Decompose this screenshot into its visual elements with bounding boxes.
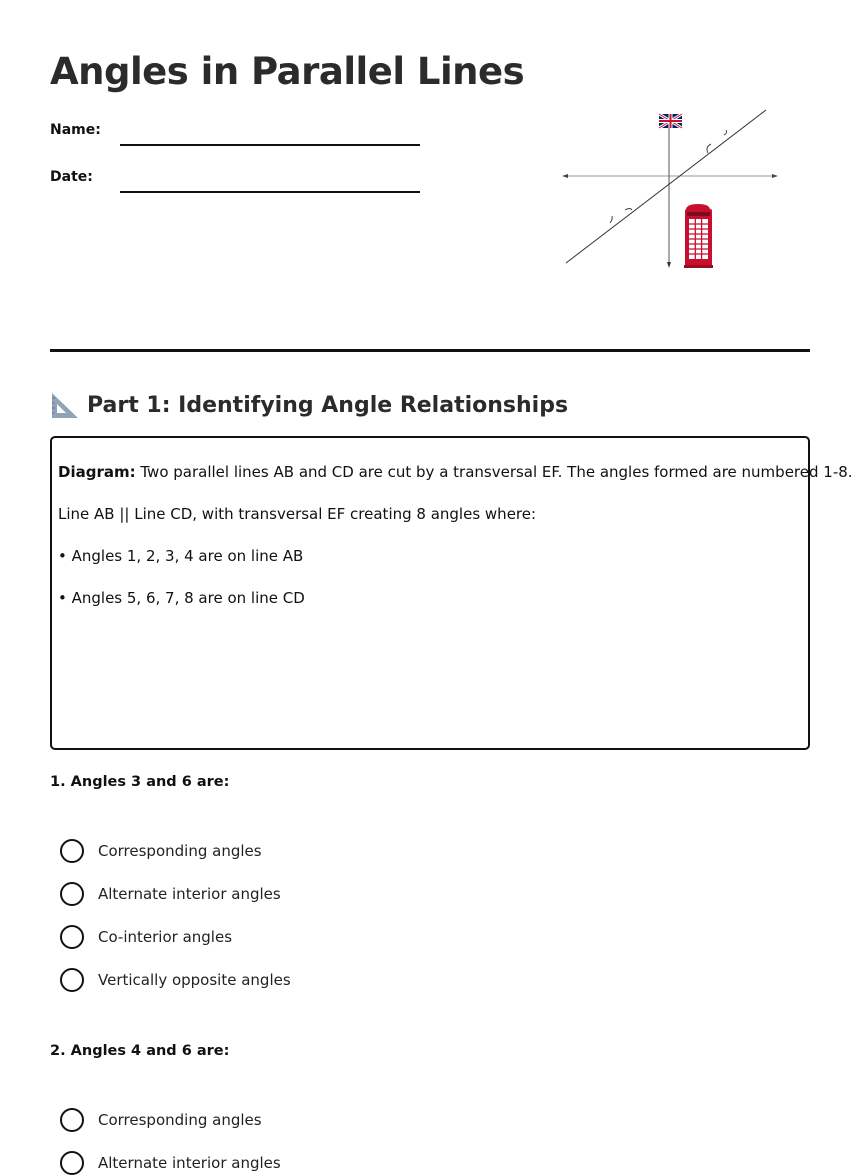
name-line[interactable]: [120, 144, 420, 146]
radio-button[interactable]: [60, 839, 84, 863]
header-illustration: [556, 106, 786, 274]
diagram-bullet-ab: • Angles 1, 2, 3, 4 are on line AB: [58, 547, 304, 565]
option-label: Corresponding angles: [98, 1111, 262, 1129]
date-line[interactable]: [120, 191, 420, 193]
diagram-intro-label: Diagram:: [58, 463, 136, 481]
diagram-parallel-statement: Line AB || Line CD, with transversal EF creating 8 angles where:: [58, 505, 537, 523]
vertical-axis: [667, 124, 671, 268]
radio-button[interactable]: [60, 1151, 84, 1175]
horizontal-axis: [562, 174, 778, 178]
option-label: Alternate interior angles: [98, 885, 281, 903]
q2-option-alternate-interior[interactable]: [60, 1150, 281, 1176]
section-divider: [50, 349, 810, 352]
radio-button[interactable]: [60, 968, 84, 992]
option-label: Alternate interior angles: [98, 1154, 281, 1172]
q1-option-alternate-interior[interactable]: [60, 881, 281, 907]
transversal-line: [566, 110, 766, 263]
question-2-prompt: 2. Angles 4 and 6 are:: [50, 1043, 230, 1059]
date-label: Date:: [50, 169, 93, 185]
section-heading: [50, 388, 568, 422]
q1-option-vertically-opposite[interactable]: [60, 967, 291, 993]
radio-button[interactable]: [60, 882, 84, 906]
diagram-description-box: [50, 436, 853, 750]
section-title: Part 1: Identifying Angle Relationships: [87, 392, 569, 418]
option-label: Co-interior angles: [98, 928, 233, 946]
uk-flag-icon: [659, 114, 682, 128]
q2-option-corresponding[interactable]: [60, 1107, 262, 1133]
name-label: Name:: [50, 122, 101, 138]
diagram-intro-text: Two parallel lines AB and CD are cut by a transversal EF. The angles formed are numbered 1-8.: [135, 463, 853, 481]
diagram-intro: [58, 462, 853, 482]
date-field: [50, 165, 430, 195]
phone-box-icon: [684, 204, 713, 268]
diagram-bullet-cd: • Angles 5, 6, 7, 8 are on line CD: [58, 589, 305, 607]
q1-option-co-interior[interactable]: [60, 924, 232, 950]
name-field: [50, 118, 430, 148]
set-square-icon: [50, 390, 80, 420]
option-label: Vertically opposite angles: [98, 971, 291, 989]
radio-button[interactable]: [60, 1108, 84, 1132]
page-title: Angles in Parallel Lines: [50, 50, 525, 93]
option-label: Corresponding angles: [98, 842, 262, 860]
radio-button[interactable]: [60, 925, 84, 949]
question-1-prompt: 1. Angles 3 and 6 are:: [50, 774, 230, 790]
q1-option-corresponding[interactable]: [60, 838, 262, 864]
